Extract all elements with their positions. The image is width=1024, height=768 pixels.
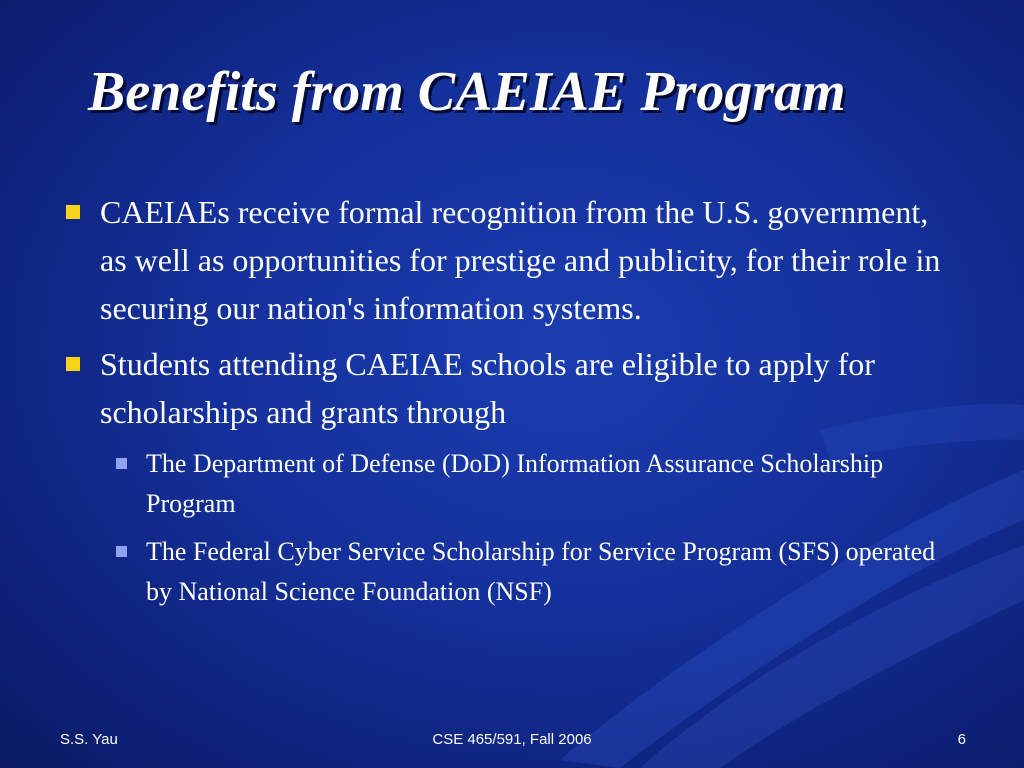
footer-course: CSE 465/591, Fall 2006	[432, 731, 592, 748]
sub-bullet-text: The Department of Defense (DoD) Information Assurance Scholarship Program	[146, 449, 884, 518]
sub-bullet-item	[106, 532, 958, 612]
footer-author: S.S. Yau	[60, 731, 118, 748]
square-bullet-icon	[66, 205, 80, 219]
slide-content	[60, 188, 960, 620]
bullet-text: CAEIAEs receive formal recognition from the U.S. government, as well as opportunities for prestige and publicity, for their role in securing our nation's information systems.	[100, 194, 941, 326]
bullet-text: Students attending CAEIAE schools are eligible to apply for scholarships and grants through	[100, 346, 875, 430]
sub-bullet-item	[106, 444, 958, 524]
bullet-item	[60, 340, 960, 436]
square-bullet-icon	[66, 357, 80, 371]
sub-bullet-text: The Federal Cyber Service Scholarship for Service Program (SFS) operated by National Science Foundation (NSF)	[146, 537, 936, 606]
slide-title: Benefits from CAEIAE Program	[88, 61, 846, 123]
bullet-item	[60, 188, 960, 332]
footer-page-number: 6	[957, 731, 966, 748]
square-sub-bullet-icon	[116, 458, 127, 469]
square-sub-bullet-icon	[116, 546, 127, 557]
